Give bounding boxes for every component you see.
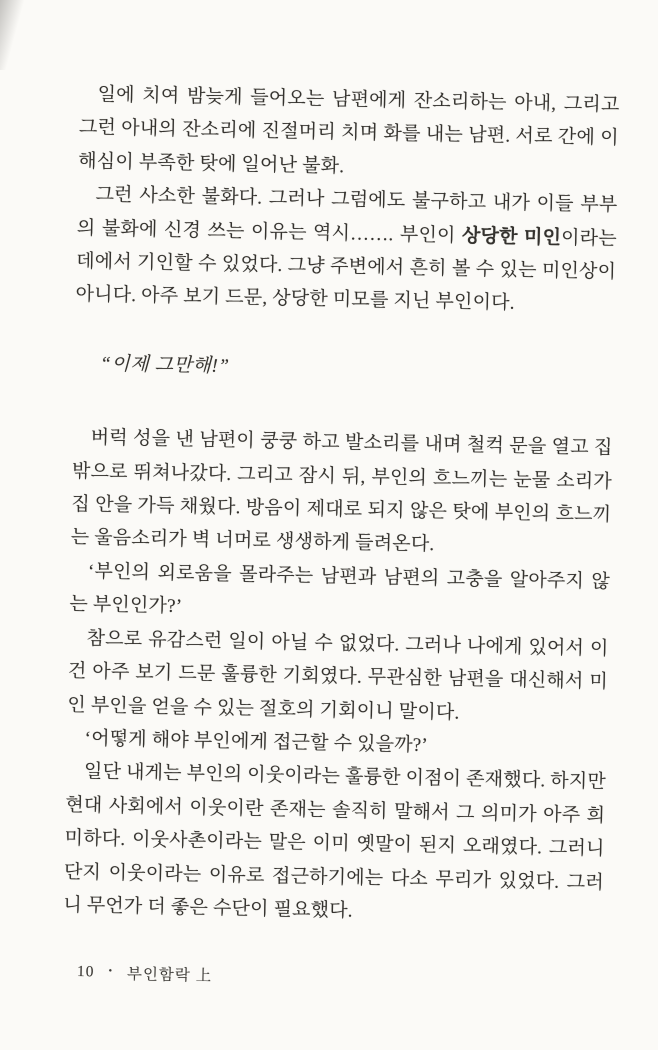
thought-line: ‘어떻게 해야 부인에게 접근할 수 있을까?’ [84, 728, 429, 756]
page-footer [77, 961, 213, 986]
paragraph-text: 이라는 데에서 기인할 수 있었다. 그냥 주변에서 흔히 볼 수 있는 미인상이 아니다. 아주 보기 드문, 상당한 미모를 지닌 부인이다. [75, 227, 617, 315]
emphasized-text: 상당한 미인 [461, 225, 562, 249]
paragraph: 일에 치여 밤늦게 들어오는 남편에게 잔소리하는 아내, 그리고 그런 아내의 잔소리에 진절머리 치며 화를 내는 남편. 서로 간에 이해심이 부족한 탓에 일어난 불화. [78, 84, 620, 178]
paragraph [75, 178, 618, 322]
paragraph: 참으로 유감스런 일이 아닐 수 없었다. 그러나 나에게 있어서 이건 아주 보기 드문 훌륭한 기회였다. 무관심한 남편을 대신해서 미인 부인을 얻을 수 있는 절호의 기회이니 말이다. [67, 627, 609, 724]
thought-line: ‘부인의 외로움을 몰라주는 남편과 남편의 고충을 알아주지 않는 부인인가?’ [69, 561, 611, 618]
paragraph: 버럭 성을 낸 남편이 쿵쿵 하고 발소리를 내며 철컥 문을 열고 집 밖으로 뛰쳐나갔다. 그리고 잠시 뒤, 부인의 흐느끼는 눈물 소리가 집 안을 가득 채웠다. 방음이 제대로 되지 않은 탓에 부인의 흐느끼는 울음소리가 벽 너머로 생생하게 들려온다. [70, 427, 613, 556]
dialogue-line: “이제 그만해!” [99, 353, 230, 377]
paragraph-text: 그런 사소한 불화다. 그러나 그럼에도 불구하고 내가 이들 부부의 불화에 신경 쓰는 이유는 역시……. 부인이 [76, 184, 618, 247]
book-title: 부인함락 上 [126, 966, 213, 985]
page-number: 10 [76, 963, 95, 981]
page-body [63, 78, 620, 933]
footer-separator-dot: • [108, 965, 114, 977]
paragraph: 일단 내게는 부인의 이웃이라는 훌륭한 이점이 존재했다. 하지만 현대 사회에서 이웃이란 존재는 솔직히 말해서 그 의미가 아주 희미하다. 이웃사촌이라는 말은 이미 옛말이 된지 오래였다. 그러니 단지 이웃이라는 이유로 접근하기에는 다소 무리가 있었다. 그러니 무언가 더 좋은 수단이 필요했다. [63, 761, 607, 922]
